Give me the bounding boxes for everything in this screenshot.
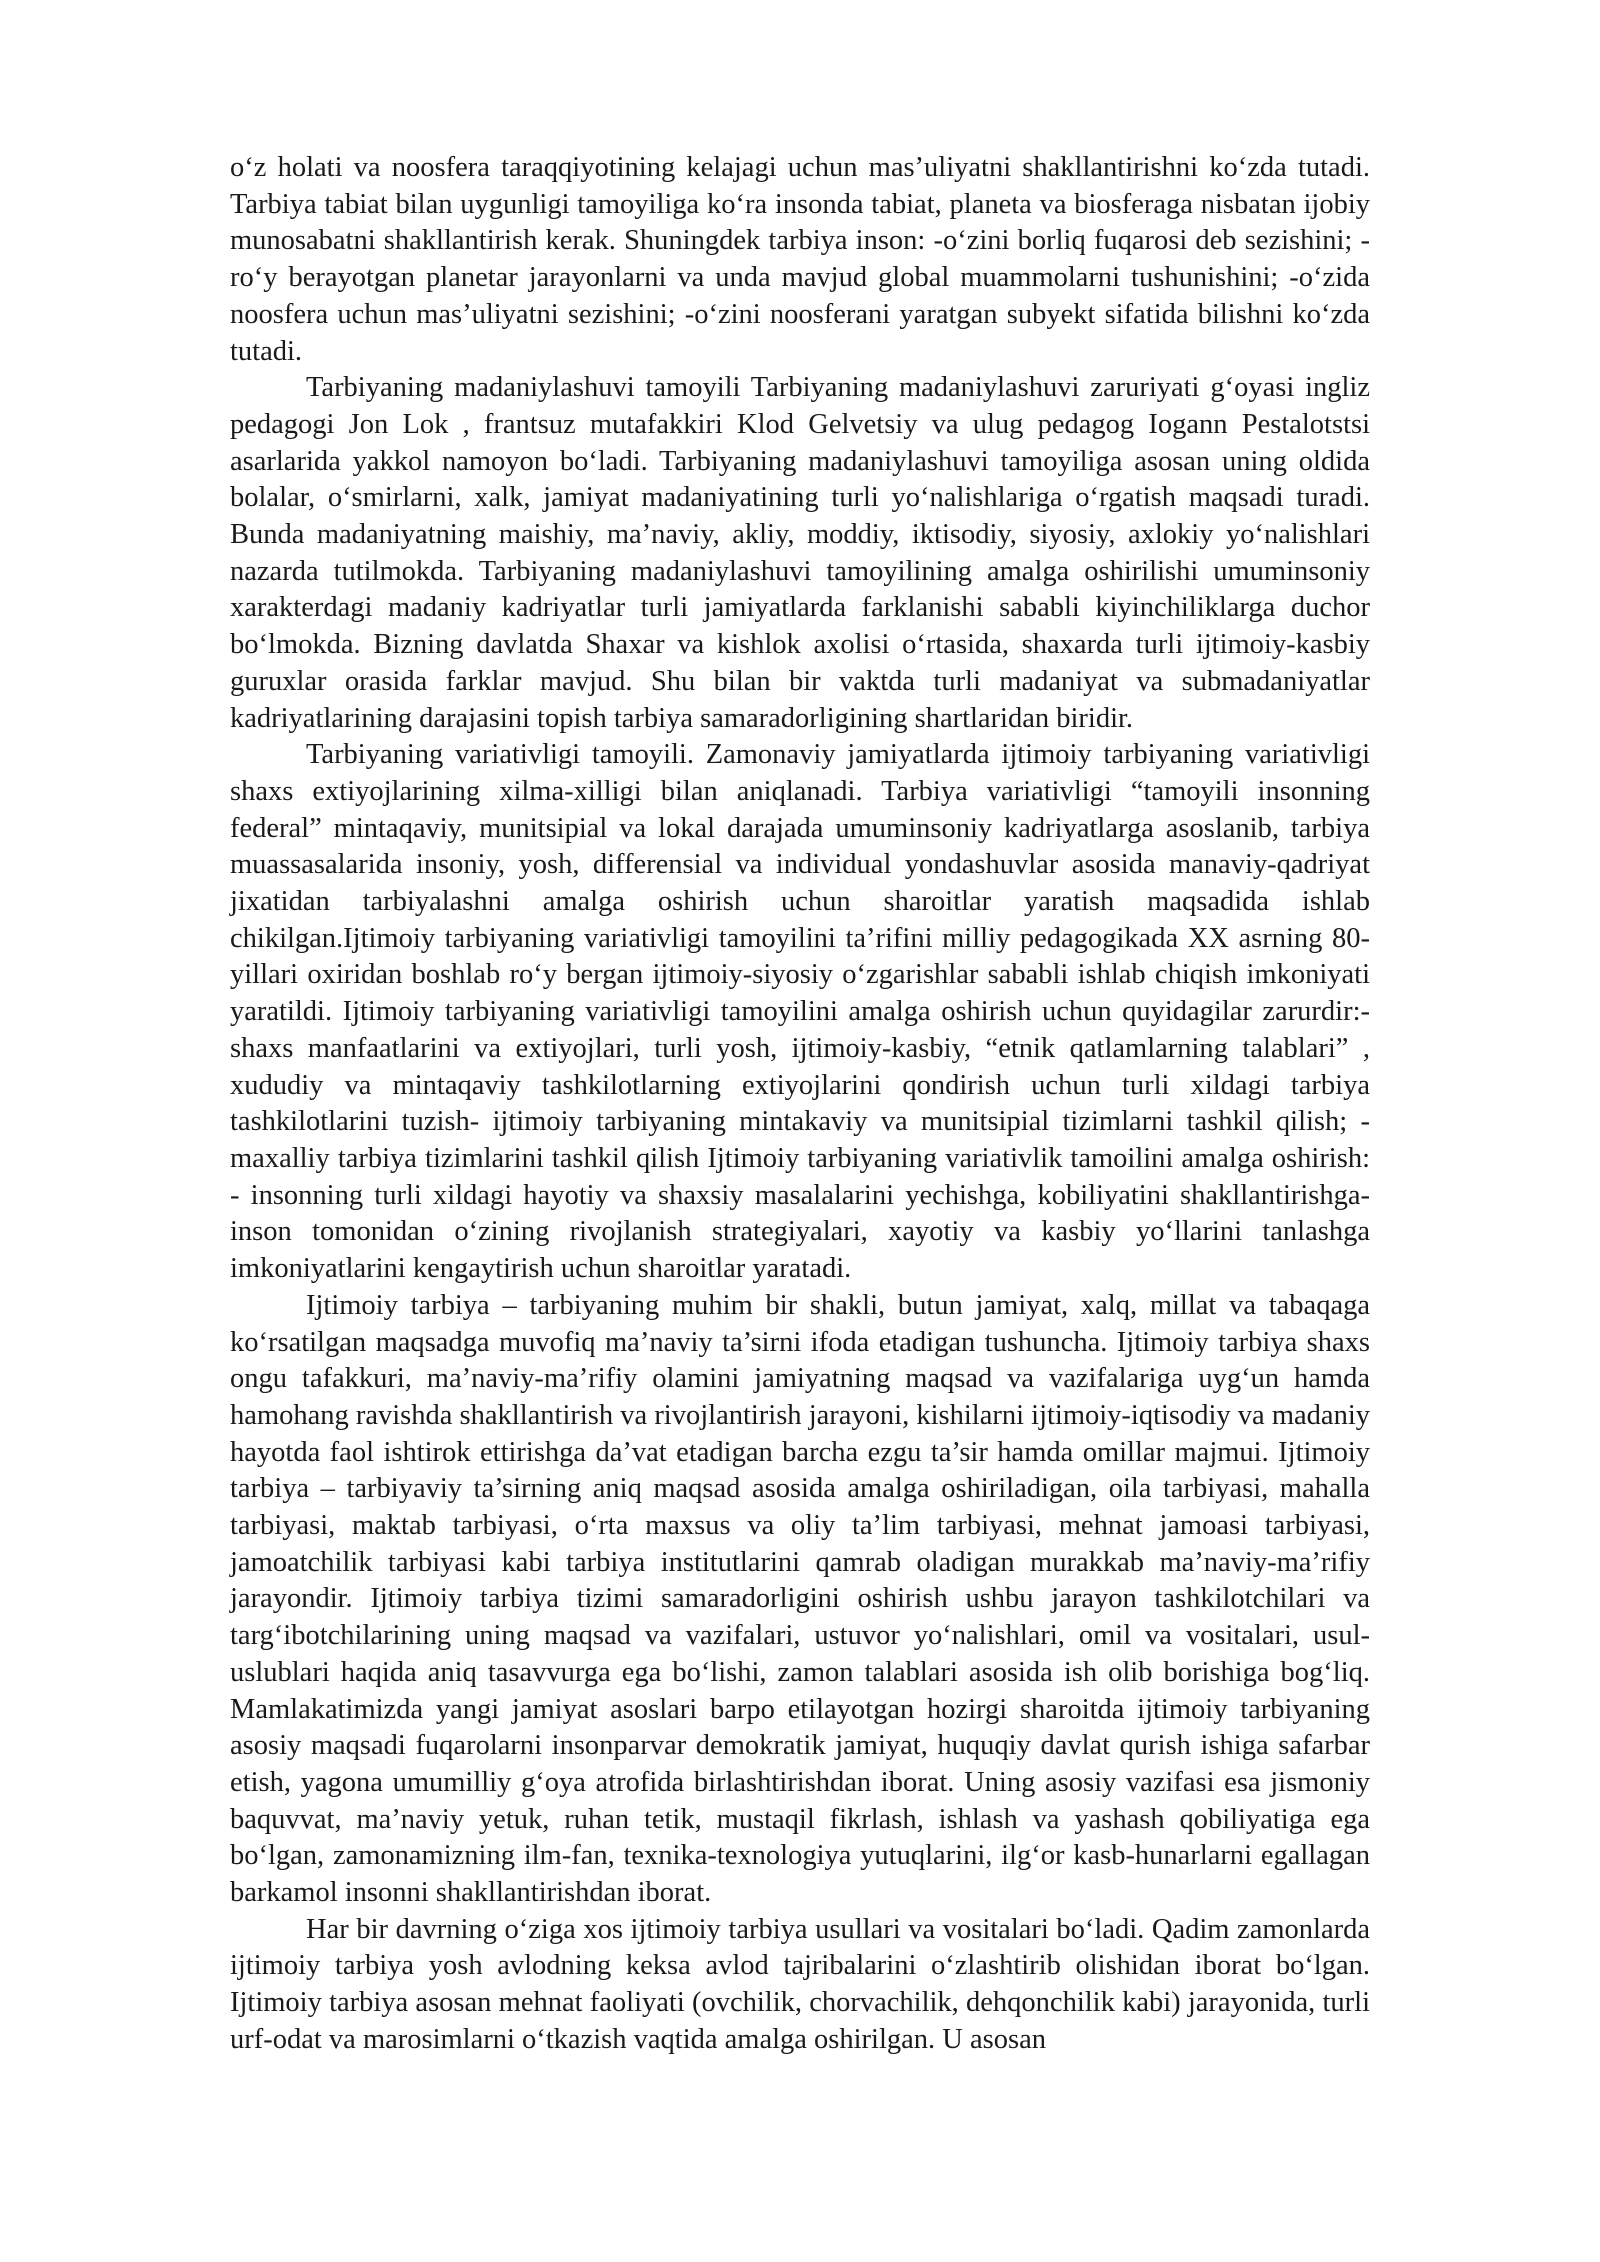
paragraph-5: Har bir davrning o‘ziga xos ijtimoiy tarbiya usullari va vositalari bo‘ladi. Qadim zamonlarda ijtimoiy tarbiya yosh avlodning keksa avlod tajribalarini o‘zlashtirib olishidan iborat bo‘lgan. Ijtimoiy tarbiya asosan mehnat faoliyati (ovchilik, chorvachilik, dehqonchilik kabi) jarayonida, turli urf-odat va marosimlarni o‘tkazish vaqtida amalga oshirilgan. U asosan [230, 1913, 1370, 2055]
paragraph-2: Tarbiyaning madaniylashuvi tamoyili Tarbiyaning madaniylashuvi zaruriyati g‘oyasi ingliz pedagogi Jon Lok , frantsuz mutafakkiri Klod Gelvetsiy va ulug pedagog Iogann Pestalotstsi asarlarida yakkol namoyon bo‘ladi. Tarbiyaning madaniylashuvi tamoyiliga asosan uning oldida bolalar, o‘smirlarni, xalk, jamiyat madaniyatining turli yo‘nalishlariga o‘rgatish maqsadi turadi. Bunda madaniyatning maishiy, ma’naviy, akliy, moddiy, iktisodiy, siyosiy, axlokiy yo‘nalishlari nazarda tutilmokda. Tarbiyaning madaniylashuvi tamoyilining amalga oshirilishi umuminsoniy xarakterdagi madaniy kadriyatlar turli jamiyatlarda farklanishi sababli kiyinchiliklarga duchor bo‘lmokda. Bizning davlatda Shaxar va kishlok axolisi o‘rtasida, shaxarda turli ijtimoiy-kasbiy guruxlar orasida farklar mavjud. Shu bilan bir vaktda turli madaniyat va submadaniyatlar kadriyatlarining darajasini topish tarbiya samaradorligining shartlaridan biridir. [230, 372, 1370, 734]
paragraph-1: o‘z holati va noosfera taraqqiyotining kelajagi uchun mas’uliyatni shakllantirishni ko‘zda tutadi. Tarbiya tabiat bilan uygunligi tamoyiliga ko‘ra insonda tabiat, planeta va biosferaga nisbatan ijobiy munosabatni shakllantirish kerak. Shuningdek tarbiya inson: -o‘zini borliq fuqarosi deb sezishini; -ro‘y berayotgan planetar jarayonlarni va unda mavjud global muammolarni tushunishini; -o‘zida noosfera uchun mas’uliyatni sezishini; -o‘zini noosferani yaratgan subyekt sifatida bilishni ko‘zda tutadi. [230, 152, 1370, 367]
document-page [230, 150, 1370, 2059]
paragraph-4: Ijtimoiy tarbiya – tarbiyaning muhim bir shakli, butun jamiyat, xalq, millat va tabaqaga ko‘rsatilgan maqsadga muvofiq ma’naviy ta’sirni ifoda etadigan tushuncha. Ijtimoiy tarbiya shaxs ongu tafakkuri, ma’naviy-ma’rifiy olamini jamiyatning maqsad va vazifalariga uyg‘un hamda hamohang ravishda shakllantirish va rivojlantirish jarayoni, kishilarni ijtimoiy-iqtisodiy va madaniy hayotda faol ishtirok ettirishga da’vat etadigan barcha ezgu ta’sir hamda omillar majmui. Ijtimoiy tarbiya – tarbiyaviy ta’sirning aniq maqsad asosida amalga oshiriladigan, oila tarbiyasi, mahalla tarbiyasi, maktab tarbiyasi, o‘rta maxsus va oliy ta’lim tarbiyasi, mehnat jamoasi tarbiyasi, jamoatchilik tarbiyasi kabi tarbiya institutlarini qamrab oladigan murakkab ma’naviy-ma’rifiy jarayondir. Ijtimoiy tarbiya tizimi samaradorligini oshirish ushbu jarayon tashkilotchilari va targ‘ibotchilarining uning maqsad va vazifalari, ustuvor yo‘nalishlari, omil va vositalari, usul-uslublari haqida aniq tasavvurga ega bo‘lishi, zamon talablari asosida ish olib borishiga bog‘liq. Mamlakatimizda yangi jamiyat asoslari barpo etilayotgan hozirgi sharoitda ijtimoiy tarbiyaning asosiy maqsadi fuqarolarni insonparvar demokratik jamiyat, huquqiy davlat qurish ishiga safarbar etish, yagona umumilliy g‘oya atrofida birlashtirishdan iborat. Uning asosiy vazifasi esa jismoniy baquvvat, ma’naviy yetuk, ruhan tetik, mustaqil fikrlash, ishlash va yashash qobiliyatiga ega bo‘lgan, zamonamizning ilm-fan, texnika-texnologiya yutuqlarini, ilg‘or kasb-hunarlarni egallagan barkamol insonni shakllantirishdan iborat. [230, 1289, 1370, 1909]
paragraph-3: Tarbiyaning variativligi tamoyili. Zamonaviy jamiyatlarda ijtimoiy tarbiyaning variativligi shaxs extiyojlarining xilma-xilligi bilan aniqlanadi. Tarbiya variativligi “tamoyili insonning federal” mintaqaviy, munitsipial va lokal darajada umuminsoniy kadriyatlarga asoslanib, tarbiya muassasalarida insoniy, yosh, differensial va individual yondashuvlar asosida manaviy-qadriyat jixatidan tarbiyalashni amalga oshirish uchun sharoitlar yaratish maqsadida ishlab chikilgan.Ijtimoiy tarbiyaning variativligi tamoyilini ta’rifini milliy pedagogikada XX asrning 80-yillari oxiridan boshlab ro‘y bergan ijtimoiy-siyosiy o‘zgarishlar sababli ishlab chiqish imkoniyati yaratildi. Ijtimoiy tarbiyaning variativligi tamoyilini amalga oshirish uchun quyidagilar zarurdir:- shaxs manfaatlarini va extiyojlari, turli yosh, ijtimoiy-kasbiy, “etnik qatlamlarning talablari” , xududiy va mintaqaviy tashkilotlarning extiyojlarini qondirish uchun turli xildagi tarbiya tashkilotlarini tuzish- ijtimoiy tarbiyaning mintakaviy va munitsipial tizimlarni tashkil qilish; -maxalliy tarbiya tizimlarini tashkil qilish Ijtimoiy tarbiyaning variativlik tamoilini amalga oshirish: - insonning turli xildagi hayotiy va shaxsiy masalalarini yechishga, kobiliyatini shakllantirishga- inson tomonidan o‘zining rivojlanish strategiyalari, xayotiy va kasbiy yo‘llarini tanlashga imkoniyatlarini kengaytirish uchun sharoitlar yaratadi. [230, 739, 1370, 1285]
